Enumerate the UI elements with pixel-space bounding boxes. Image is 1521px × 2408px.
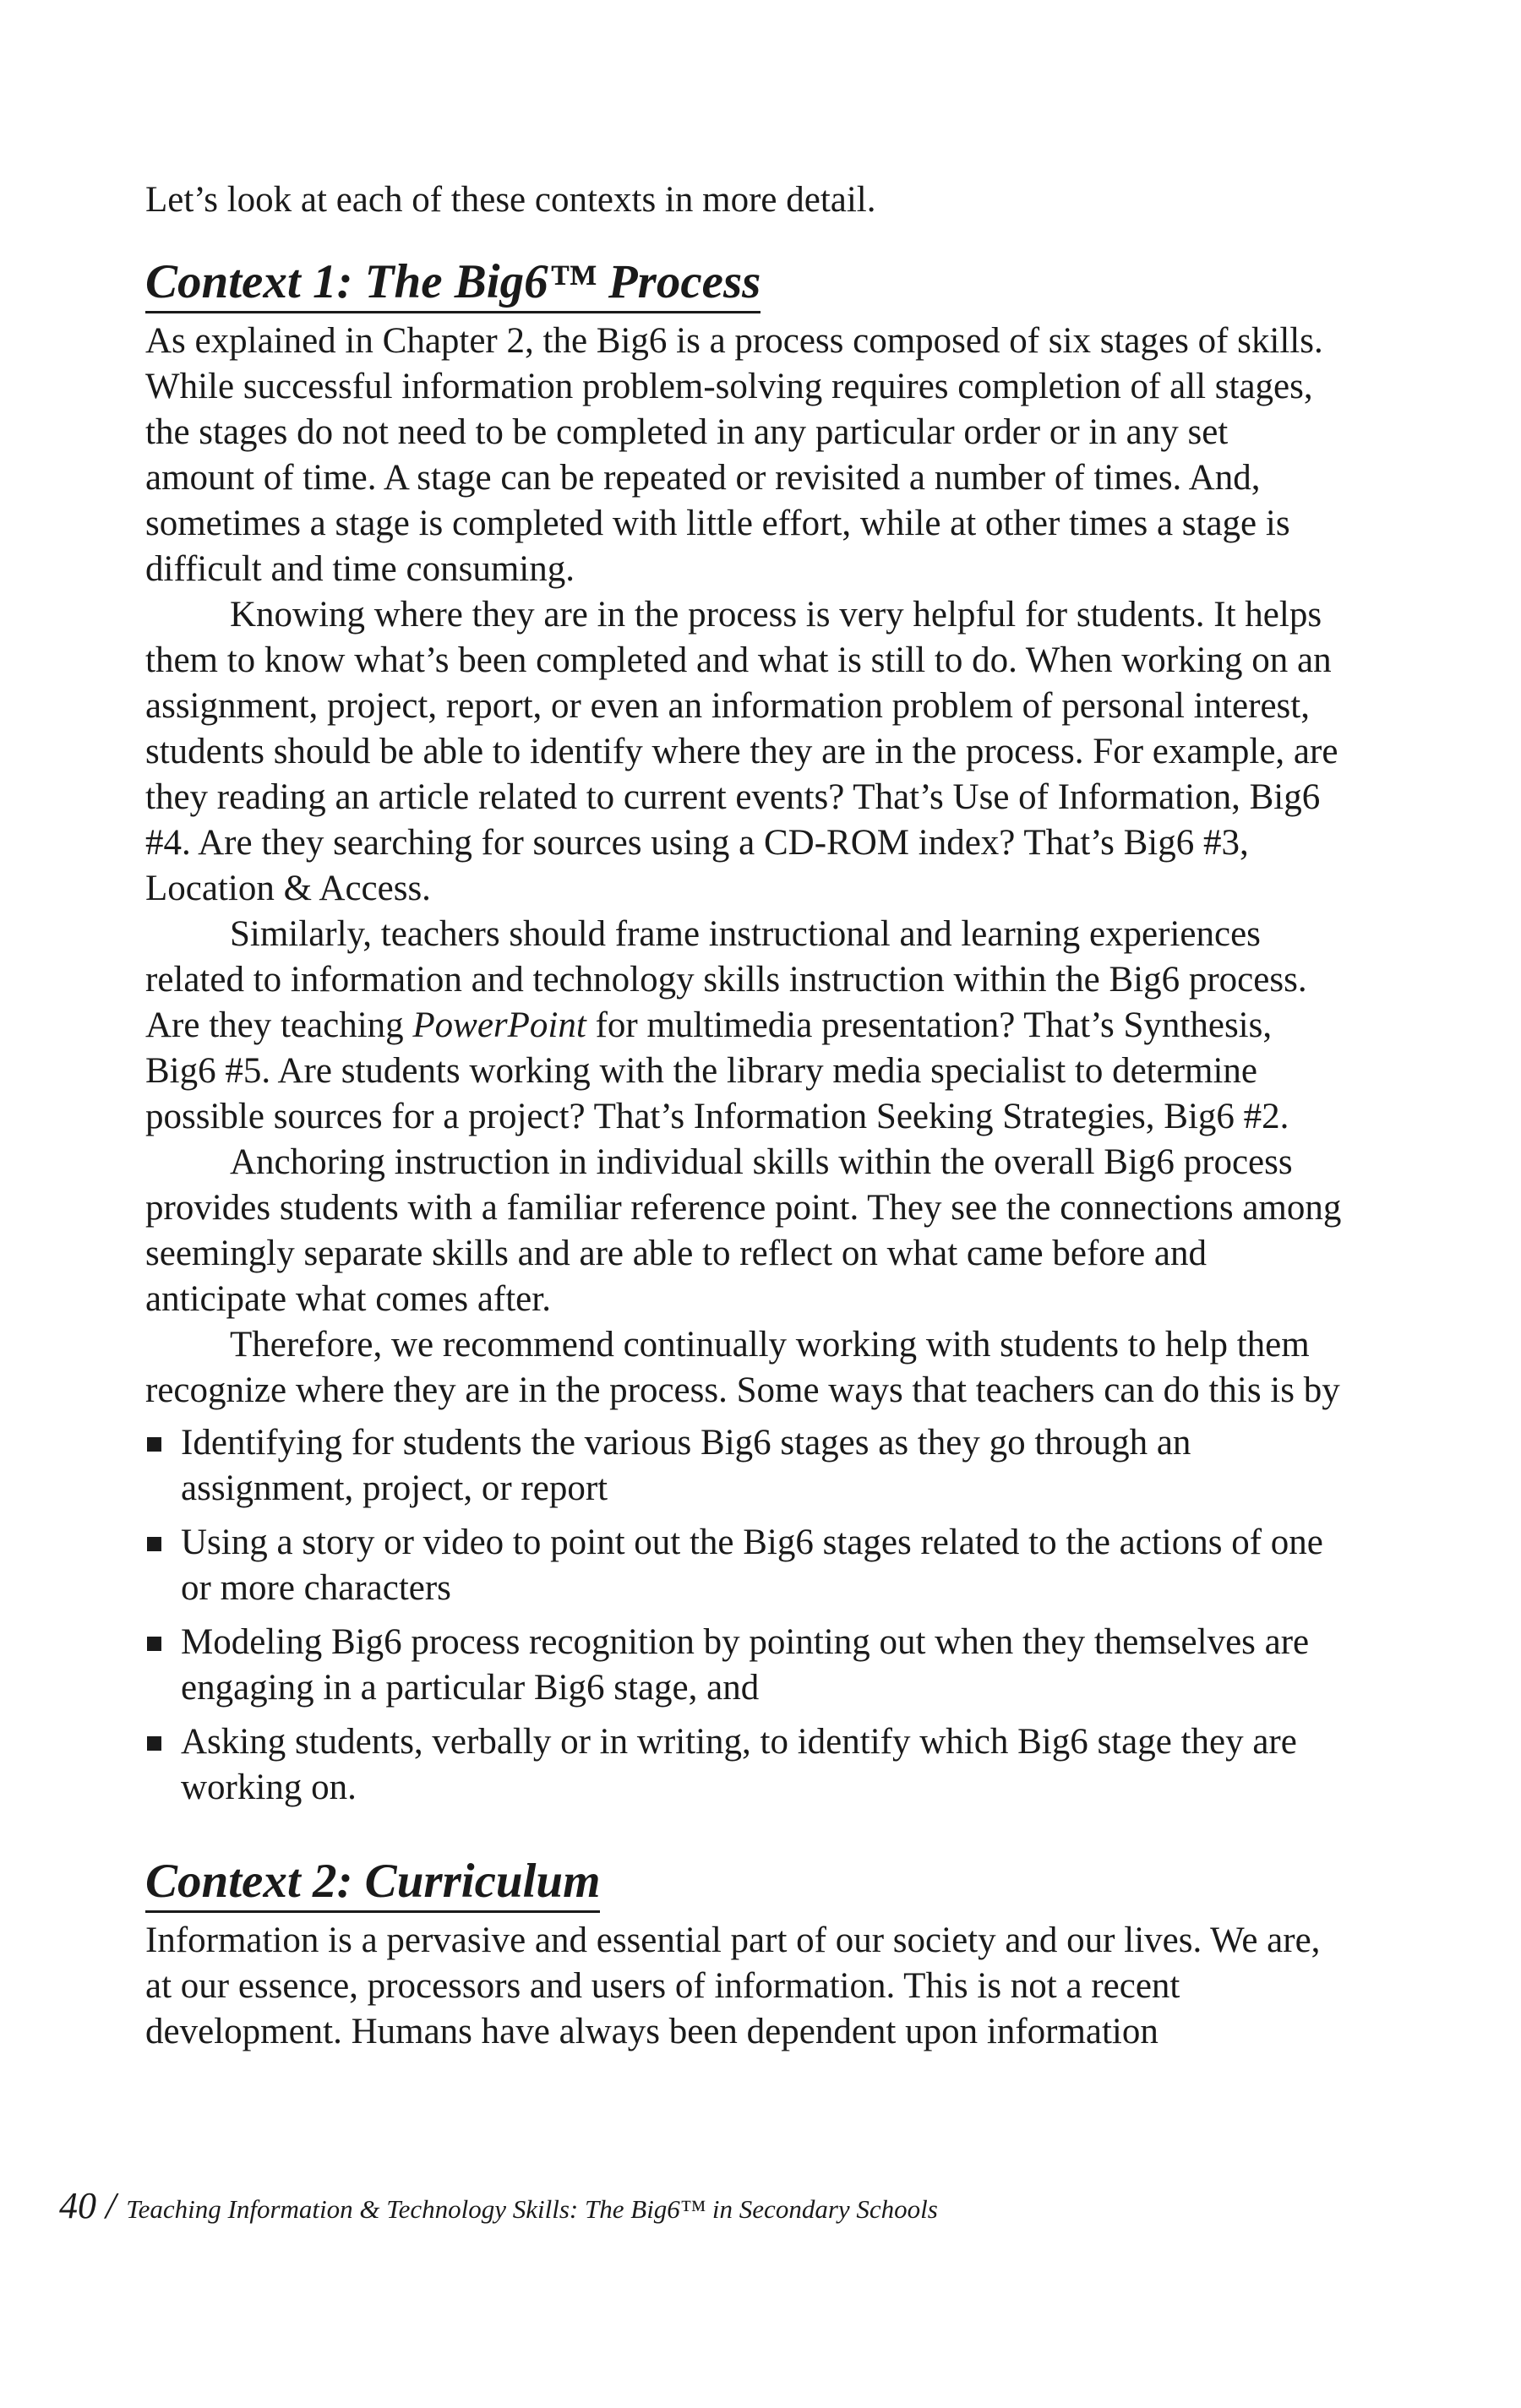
list-item-text: Modeling Big6 process recognition by pointing out when they themselves are engaging in a particular Big6 stage, and xyxy=(181,1622,1310,1708)
list-item xyxy=(145,1420,1345,1512)
square-bullet-icon xyxy=(147,1637,161,1651)
list-item-text: Asking students, verbally or in writing, to identify which Big6 stage they are working on. xyxy=(181,1722,1297,1807)
section-1-paragraph-5: Therefore, we recommend continually working with students to help them recognize where they are in the process. Some ways that teachers can do this is by xyxy=(145,1325,1340,1410)
section-1-paragraph-2: Knowing where they are in the process is very helpful for students. It helps them to know what’s been completed and what is still to do. When working on an assignment, project, report, or even an information problem of personal interest, students should be able to identify where they are in the process. For example, are they reading an article related to current events? That’s Use of Information, Big6 #4. Are they searching for sources using a CD-ROM index? That’s Big6 #3, Location & Access. xyxy=(145,595,1338,908)
square-bullet-icon xyxy=(147,1437,161,1452)
list-item xyxy=(145,1520,1345,1611)
square-bullet-icon xyxy=(147,1736,161,1751)
page-number: 40 / xyxy=(59,2185,117,2226)
square-bullet-icon xyxy=(147,1537,161,1551)
running-footer-title: Teaching Information & Technology Skills: The Big6™ in Secondary Schools xyxy=(126,2194,938,2224)
paragraph-3-start: Similarly, teachers should frame instructional and learning experiences related to information and technology skills instruction within the Big6 process. Are they teaching xyxy=(145,914,1307,1045)
bullet-list xyxy=(145,1420,1345,1811)
section-1-paragraph-1: As explained in Chapter 2, the Big6 is a process composed of six stages of skills. While successful information problem-solving requires completion of all stages, the stages do not need to be completed in any particular order or in any set amount of time. A stage can be repeated or revisited a number of times. And, sometimes a stage is completed with little effort, while at other times a stage is difficult and time consuming. xyxy=(145,321,1323,589)
section-1-heading: Context 1: The Big6™ Process xyxy=(145,255,760,313)
list-item-text: Identifying for students the various Big6 stages as they go through an assignment, project, or report xyxy=(181,1423,1191,1508)
section-2-heading-wrap xyxy=(145,1855,1345,1913)
list-item-text: Using a story or video to point out the Big6 stages related to the actions of one or more characters xyxy=(181,1523,1323,1608)
list-item xyxy=(145,1620,1345,1711)
paragraph-3-end: for multimedia presentation? That’s Synthesis, Big6 #5. Are students working with the library media specialist to determine possible sources for a project? That’s Information Seeking Strategies, Big6 #2. xyxy=(145,1005,1289,1136)
page-content xyxy=(145,177,1345,2055)
powerpoint-italic: PowerPoint xyxy=(412,1005,586,1045)
intro-text: Let’s look at each of these contexts in more detail. xyxy=(145,180,876,220)
section-1-heading-wrap xyxy=(145,255,1345,313)
page-footer xyxy=(59,2184,938,2227)
section-1-paragraph-4: Anchoring instruction in individual skills within the overall Big6 process provides students with a familiar reference point. They see the connections among seemingly separate skills and are able to reflect on what came before and anticipate what comes after. xyxy=(145,1142,1342,1319)
section-2-heading: Context 2: Curriculum xyxy=(145,1855,600,1913)
section-2-paragraph-1: Information is a pervasive and essential part of our society and our lives. We are, at our essence, processors and users of information. This is not a recent development. Humans have always been dependent upon information xyxy=(145,1920,1321,2051)
section-1-paragraph-3 xyxy=(145,912,1345,1140)
list-item xyxy=(145,1719,1345,1811)
